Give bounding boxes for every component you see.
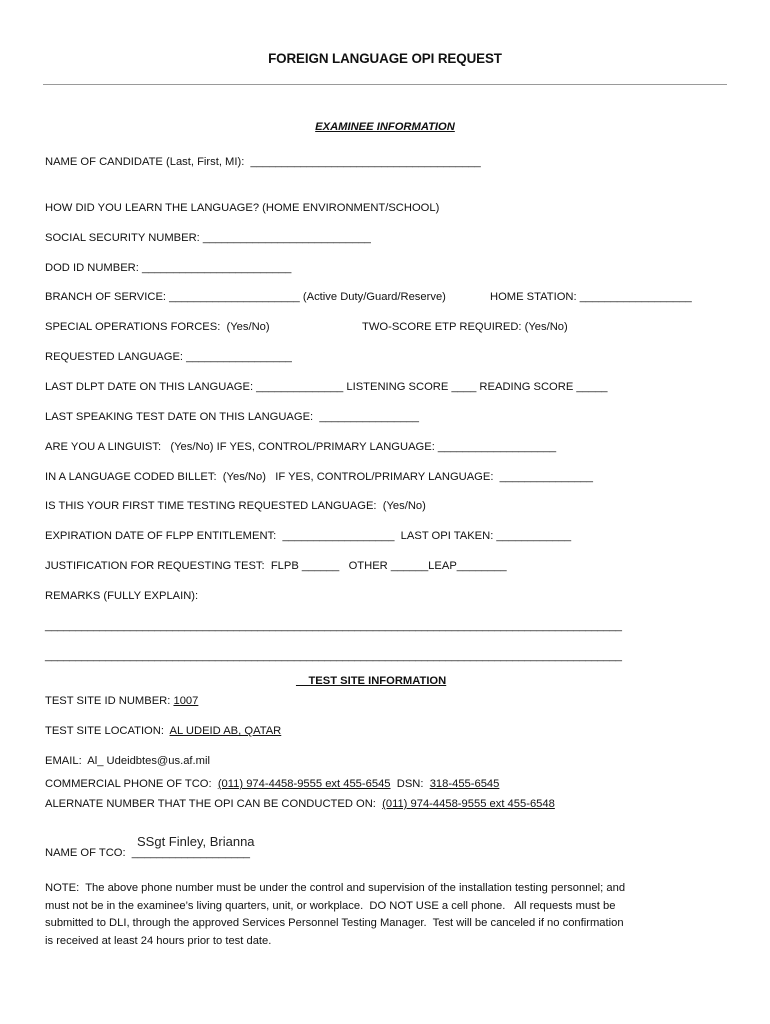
note-line-1: NOTE: The above phone number must be under the control and supervision of the installation testing personnel; and [45, 882, 626, 894]
test-site-location-label: TEST SITE LOCATION: [45, 725, 170, 737]
remarks-label: REMARKS (FULLY EXPLAIN): [45, 590, 199, 602]
note-paragraph [45, 880, 725, 950]
tco-name-field[interactable]: NAME OF TCO: ___________________ [45, 847, 251, 859]
test-site-location-value: AL UDEID AB, QATAR [169, 725, 282, 737]
requested-language-field[interactable]: REQUESTED LANGUAGE: _________________ [45, 351, 292, 363]
note-line-4: is received at least 24 hours prior to test date. [45, 934, 272, 947]
remarks-line-1[interactable]: _______________________________________________________________________________________________ [45, 620, 622, 632]
first-time-testing-field[interactable]: IS THIS YOUR FIRST TIME TESTING REQUESTED LANGUAGE: (Yes/No) [45, 500, 426, 512]
linguist-field[interactable]: ARE YOU A LINGUIST: (Yes/No) IF YES, CONTROL/PRIMARY LANGUAGE: ___________________ [45, 441, 557, 453]
tco-name-entry[interactable]: SSgt Finley, Brianna [137, 834, 255, 849]
dsn-label: DSN: [390, 778, 430, 790]
alternate-number-row [45, 797, 555, 811]
name-of-candidate-field[interactable]: NAME OF CANDIDATE (Last, First, MI): _____________________________________ [45, 156, 481, 168]
last-dlpt-field[interactable]: LAST DLPT DATE ON THIS LANGUAGE: ______________ LISTENING SCORE ____ READING SCORE _____ [45, 381, 608, 393]
commercial-phone-label: COMMERCIAL PHONE OF TCO: [45, 778, 218, 790]
test-site-id-value: 1007 [173, 695, 199, 707]
test-site-section-heading: __TEST SITE INFORMATION [296, 675, 447, 687]
dod-id-field[interactable]: DOD ID NUMBER: ________________________ [45, 262, 292, 274]
test-site-id-label: TEST SITE ID NUMBER: [45, 695, 174, 707]
home-station-field[interactable]: HOME STATION: __________________ [490, 291, 692, 303]
note-line-3: submitted to DLI, through the approved Services Personnel Testing Manager. Test will be canceled if no confirmation [45, 917, 624, 929]
last-speaking-test-field[interactable]: LAST SPEAKING TEST DATE ON THIS LANGUAGE: ________________ [45, 411, 419, 423]
commercial-phone-value: (011) 974-4458-9555 ext 455-6545 [217, 778, 391, 790]
title-divider [43, 84, 727, 85]
remarks-line-2[interactable]: _______________________________________________________________________________________________ [45, 650, 622, 662]
two-score-etp-field[interactable]: TWO-SCORE ETP REQUIRED: (Yes/No) [362, 321, 568, 333]
commercial-phone-row [45, 777, 499, 791]
dsn-value: 318-455-6545 [429, 778, 500, 790]
alternate-number-value: (011) 974-4458-9555 ext 455-6548 [382, 798, 555, 810]
alternate-number-label: ALERNATE NUMBER THAT THE OPI CAN BE CONDUCTED ON: [45, 798, 383, 810]
how-learn-language-field[interactable]: HOW DID YOU LEARN THE LANGUAGE? (HOME ENVIRONMENT/SCHOOL) [45, 202, 440, 214]
test-site-location-row [45, 724, 281, 738]
note-line-2: must not be in the examinee’s living quarters, unit, or workplace. DO NOT USE a cell phone. All requests must be [45, 899, 616, 912]
examinee-section-heading: EXAMINEE INFORMATION [315, 121, 455, 133]
justification-field[interactable]: JUSTIFICATION FOR REQUESTING TEST: FLPB ______ OTHER ______LEAP________ [45, 560, 507, 572]
flpp-expiration-field[interactable]: EXPIRATION DATE OF FLPP ENTITLEMENT: __________________ LAST OPI TAKEN: ____________ [45, 530, 572, 542]
coded-billet-field[interactable]: IN A LANGUAGE CODED BILLET: (Yes/No) IF YES, CONTROL/PRIMARY LANGUAGE: _______________ [45, 471, 594, 483]
form-title: FOREIGN LANGUAGE OPI REQUEST [268, 51, 502, 66]
test-site-id-row [45, 694, 198, 708]
ssn-field[interactable]: SOCIAL SECURITY NUMBER: ___________________________ [45, 232, 371, 244]
branch-of-service-field[interactable]: BRANCH OF SERVICE: _____________________ (Active Duty/Guard/Reserve) [45, 291, 446, 303]
email-line: EMAIL: Al_ Udeidbtes@us.af.mil [45, 755, 210, 767]
special-operations-field[interactable]: SPECIAL OPERATIONS FORCES: (Yes/No) [45, 321, 270, 333]
